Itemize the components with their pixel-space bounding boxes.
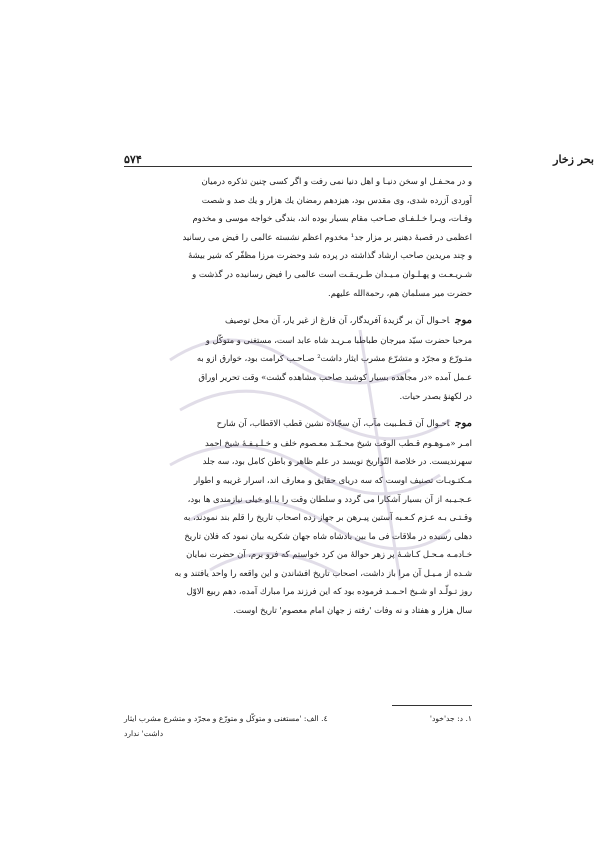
text-line: سال هزار و هفتاد و نه وفات 'رفته ز جهان امام معصوم' تاریخ اوست.	[233, 605, 472, 616]
text-line: متـورّع و مجرّد و متشرّع مشرب ایثار داشت² صـاحـب کرامت بود، خوارق ازو به	[196, 353, 472, 364]
intro-paragraph	[124, 172, 472, 302]
text-line-content: احـوال آن بر گزیدهٔ آفریدگار، آن فارغ از غیر یار، آن محل توصیف	[225, 315, 450, 326]
text-line	[124, 414, 472, 434]
text-line: مـکتـوبـات تصنیف اوست که سه دریای حقایق و معارف اند، اسرار غریبه و اطوار	[193, 474, 472, 485]
text-line: خـادمـه مـحـل کـاشـهٔ پر زهر حوالهٔ من کرد خواستم که فرو برم، آن حضرت نمایان	[186, 549, 472, 560]
section-marker: موج	[455, 315, 472, 327]
text-line: امـر «مـوهـوم قـطب الوقت شیخ محـمّـد معـصوم خلف و خـلـیـفـهٔ شیخ احمد	[204, 437, 472, 448]
footnote-rule	[392, 705, 472, 706]
text-line: وقـتـی بـه عـزم کـعـبه آستین پیـرهن بر جهاز زده اصحاب تاریخ را قلم بند نمودند، به	[183, 512, 472, 523]
mauj-paragraph-1	[124, 311, 472, 405]
text-line: آوردی آزرده شدی، وی مقدس بود، هیزدهم رمضان یك هزار و یك صد و شصت	[201, 194, 472, 205]
footnote-2-continuation: داشت' ندارد	[124, 729, 164, 738]
text-line	[124, 311, 472, 331]
text-line-content: احـوال آن قـطـبیت مآب، آن سجّاده نشین قطب الاقطاب، آن شارح	[216, 418, 450, 429]
footnote-1: ١. د: جد'خود'	[429, 714, 472, 723]
text-line: سهرندیست. در خلاصة التّواریخ نویسد در علم ظاهر و باطن کامل بود، سه جلد	[202, 456, 472, 467]
text-line: روز تـولّـد او شـیخ احـمـد فرموده بود که این فرزند مرا مبارك آمده، دهم ربیع الاوّل	[186, 586, 472, 597]
footnotes	[124, 711, 472, 741]
text-line: وفـات، ویـرا خـلـفـای صـاحب مقام بسیار بوده اند، بندگی خواجه موسی و مخدوم	[192, 213, 472, 224]
footnote-2: ٤. الف: 'مستغنی و متوکّل و متورّع و مجرّد و متشرع مشرب ایثار	[124, 714, 328, 723]
section-marker: موج	[455, 418, 472, 430]
text-line: عـجـیـبه از آن بسیار آشکارا می گردد و سلطان وقت را با او خیلی نیازمندی ها بود،	[187, 493, 472, 504]
text-line: مرحبا حضرت سیّد میرجان طباطبا مـریـد شاه عابد است، مستغنی و متوکّل و	[205, 334, 472, 345]
text-line: و در محـفـل او سخن دنیـا و اهل دنیا نمی رفت و اگر کسی چنین تذکره درمیان	[201, 176, 472, 186]
running-title: بحر زخار	[553, 152, 594, 166]
text-line: اعظمی در قصبهٔ دهنیر بر مزار جد¹ مخدوم اعظم نشسته عالمی را فیض می رسانید	[182, 231, 472, 242]
text-line: شـده از مـیـل آن مرا باز داشت، اصحاب تاریخ افشاندن و این واقعه را واحد یافتند و به	[174, 567, 472, 578]
header-rule	[124, 166, 472, 167]
page-number: ۵۷۴	[124, 152, 142, 166]
body-text	[124, 172, 472, 620]
text-line: در لکهنؤ بصدر حیات.	[399, 390, 472, 401]
text-line: شـریـعـت و پهـلـوان مـیـدان طـریـقـت است عالمی را فیض رسانیده در گذشت و	[192, 268, 472, 279]
text-line: عـمل آمده «در مجاهده بسیار کوشید صاحب مشاهده گشت» وقت تحریر اوراق	[198, 371, 472, 382]
mauj-paragraph-2	[124, 414, 472, 620]
text-line: دهلی رسیده در ملاقات فی ما بین بادشاه شاه جهان شکریه بیان نمود که فلان تاریخ	[184, 530, 472, 541]
text-line: و چند مریدین صاحب ارشاد گذاشته در پرده شد وحضرت مرزا مظفّر که شیر بیشهٔ	[188, 250, 472, 261]
text-line: حضرت میر مسلمان هم، رحمةالله علیهم.	[328, 287, 472, 298]
footnote-row	[124, 711, 472, 726]
